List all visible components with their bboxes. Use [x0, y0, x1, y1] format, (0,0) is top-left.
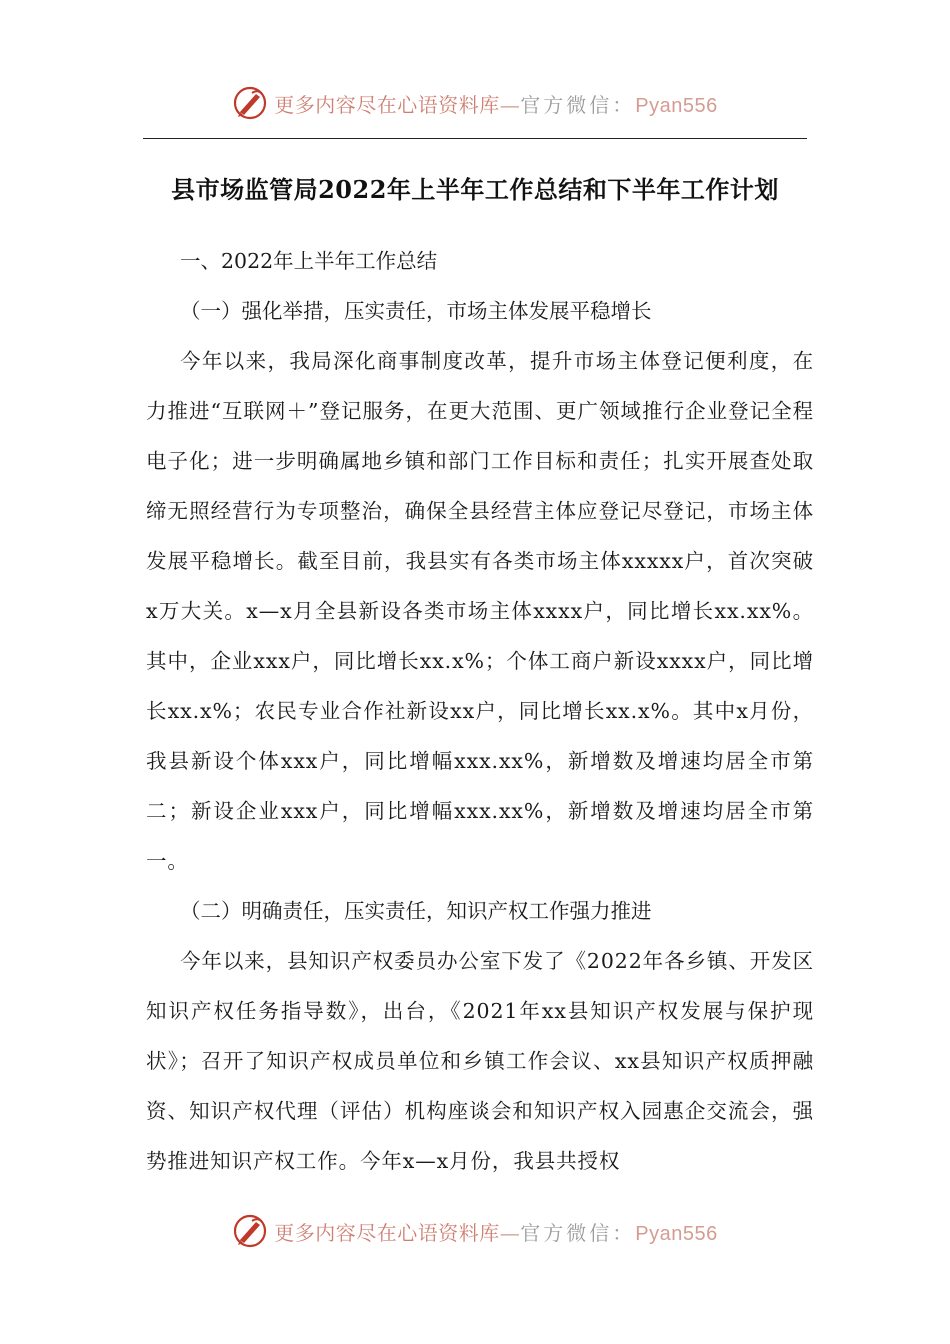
- paragraph-1: 今年以来，我局深化商事制度改革，提升市场主体登记便利度，在力推进“互联网＋”登记服务，在更大范围、更广领域推行企业登记全程电子化；进一步明确属地乡镇和部门工作目标和责任；扎实开展查处取缔无照经营行为专项整治，确保全县经营主体应登记尽登记，市场主体发展平稳增长。截至目前，我县实有各类市场主体xxxxx户，首次突破x万大关。x—x月全县新设各类市场主体xxxx户，同比增长xx.xx%。其中，企业xxx户，同比增长xx.x%；个体工商户新设xxxx户，同比增长xx.x%；农民专业合作社新设xx户，同比增长xx.x%。其中x月份，我县新设个体xxx户，同比增幅xxx.xx%，新增数及增速均居全市第二；新设企业xxx户，同比增幅xxx.xx%，新增数及增速均居全市第一。: [146, 349, 814, 873]
- footer-sep: —: [499, 1220, 521, 1245]
- header-divider: [143, 138, 807, 139]
- header-official-label: 官方微信：: [520, 92, 636, 117]
- pen-logo-icon: [232, 1213, 268, 1249]
- header-brand: 更多内容尽在心语资料库: [274, 92, 500, 117]
- header-wechat-id: Pyan556: [635, 94, 718, 117]
- subsection-heading-1: （一）强化举措，压实责任，市场主体发展平稳增长: [180, 299, 652, 323]
- footer-wechat-id: Pyan556: [635, 1222, 718, 1245]
- footer-official-label: 官方微信：: [520, 1220, 636, 1245]
- document-title: 县市场监管局2022年上半年工作总结和下半年工作计划: [171, 175, 779, 204]
- header-sep: —: [499, 92, 521, 117]
- footer-watermark: [0, 1208, 950, 1254]
- header-watermark: [0, 80, 950, 126]
- subsection-heading-2: （二）明确责任，压实责任，知识产权工作强力推进: [180, 899, 652, 923]
- section-heading-1: 一、2022年上半年工作总结: [180, 249, 438, 273]
- footer-brand: 更多内容尽在心语资料库: [274, 1220, 500, 1245]
- pen-logo-icon: [232, 85, 268, 121]
- document-body: [146, 236, 814, 1186]
- paragraph-2: 今年以来，县知识产权委员办公室下发了《2022年各乡镇、开发区知识产权任务指导数》，出台，《2021年xx县知识产权发展与保护现状》；召开了知识产权成员单位和乡镇工作会议、xx县知识产权质押融资、知识产权代理（评估）机构座谈会和知识产权入园惠企交流会，强势推进知识产权工作。今年x—x月份，我县共授权: [146, 949, 814, 1173]
